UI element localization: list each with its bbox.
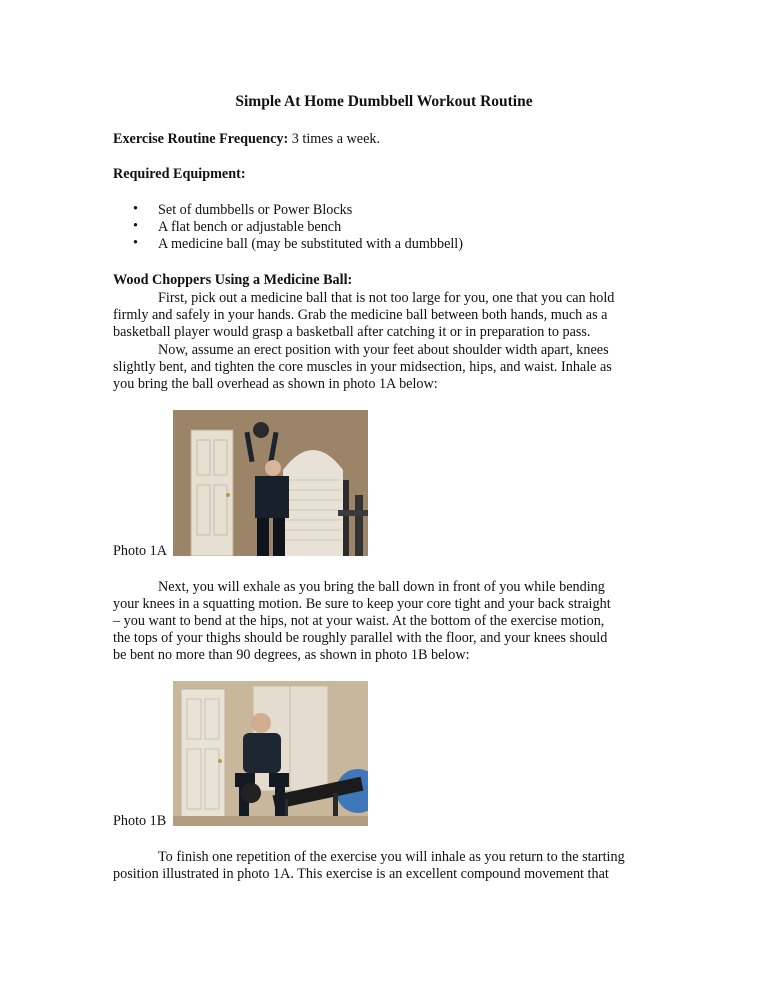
paragraph-line: firmly and safely in your hands. Grab the medicine ball between both hands, much as a [113,307,608,323]
frequency-label: Exercise Routine Frequency: [113,131,289,147]
paragraph-line: your knees in a squatting motion. Be sure to keep your core tight and your back straight [113,596,611,612]
photo-1a-caption: Photo 1A [113,543,167,559]
paragraph-line: position illustrated in photo 1A. This exercise is an excellent compound movement that [113,866,609,882]
paragraph-line: basketball player would grasp a basketball after catching it or in preparation to pass. [113,324,591,340]
section-heading: Wood Choppers Using a Medicine Ball: [113,272,353,288]
photo-1a-image [173,410,368,556]
frequency-value: 3 times a week. [288,131,381,147]
document-page: Simple At Home Dumbbell Workout Routine Exercise Routine Frequency: 3 times a week. Required Equipment: • Set of dumbbells or Power Blocks • A flat bench or adjustable bench • A medicine ball (may be substituted with a dumbbell) Wood Choppers Using a Medicine Ball: First, pick out a medicine ball that is not too large for you, one that you can hold firmly and safely in your hands. Grab the medicine ball between both hands, much as a basketball player would grasp a basketball after catching it or in preparation to pass. Now, assume an erect position with your feet about shoulder width apart, knees slightly bent, and tighten the core muscles in your midsection, hips, and waist. Inhale as you bring the ball overhead as shown in photo 1A below: Photo 1A Next, you will exhale as you bring the ball down in front of you while bending your knees in a squatting motion. Be sure to keep your core tight and your back straight – you want to bend at the hips, not at your waist. At the bottom of the exercise motion, the tops of your thighs should be roughly parallel with the floor, and your knees should be bent no more than 90 degrees, as shown in photo 1B below: Photo 1B To finish one repetition of the exercise you will inhale as you return to the starting position illustrated in photo 1A. This exercise is an excellent compound movement that [0,0,768,994]
bullet-icon: • [133,235,138,251]
photo-1b-image [173,681,368,826]
paragraph-line: First, pick out a medicine ball that is not too large for you, one that you can hold [158,290,615,306]
equipment-heading: Required Equipment: [113,166,246,182]
document-title: Simple At Home Dumbbell Workout Routine [235,93,533,110]
paragraph-line: To finish one repetition of the exercise you will inhale as you return to the starting [158,849,625,865]
frequency-line [113,131,380,148]
bullet-icon: • [133,218,138,234]
paragraph-line: you bring the ball overhead as shown in photo 1A below: [113,376,438,392]
paragraph-line: slightly bent, and tighten the core muscles in your midsection, hips, and waist. Inhale as [113,359,612,375]
paragraph-line: the tops of your thighs should be roughly parallel with the floor, and your knees should [113,630,608,646]
paragraph-line: – you want to bend at the hips, not at your waist. At the bottom of the exercise motion, [113,613,605,629]
photo-1b-caption: Photo 1B [113,813,167,829]
paragraph-line: Next, you will exhale as you bring the ball down in front of you while bending [158,579,605,595]
paragraph-line: Now, assume an erect position with your feet about shoulder width apart, knees [158,342,609,358]
bullet-icon: • [133,201,138,217]
paragraph-line: be bent no more than 90 degrees, as shown in photo 1B below: [113,647,470,663]
